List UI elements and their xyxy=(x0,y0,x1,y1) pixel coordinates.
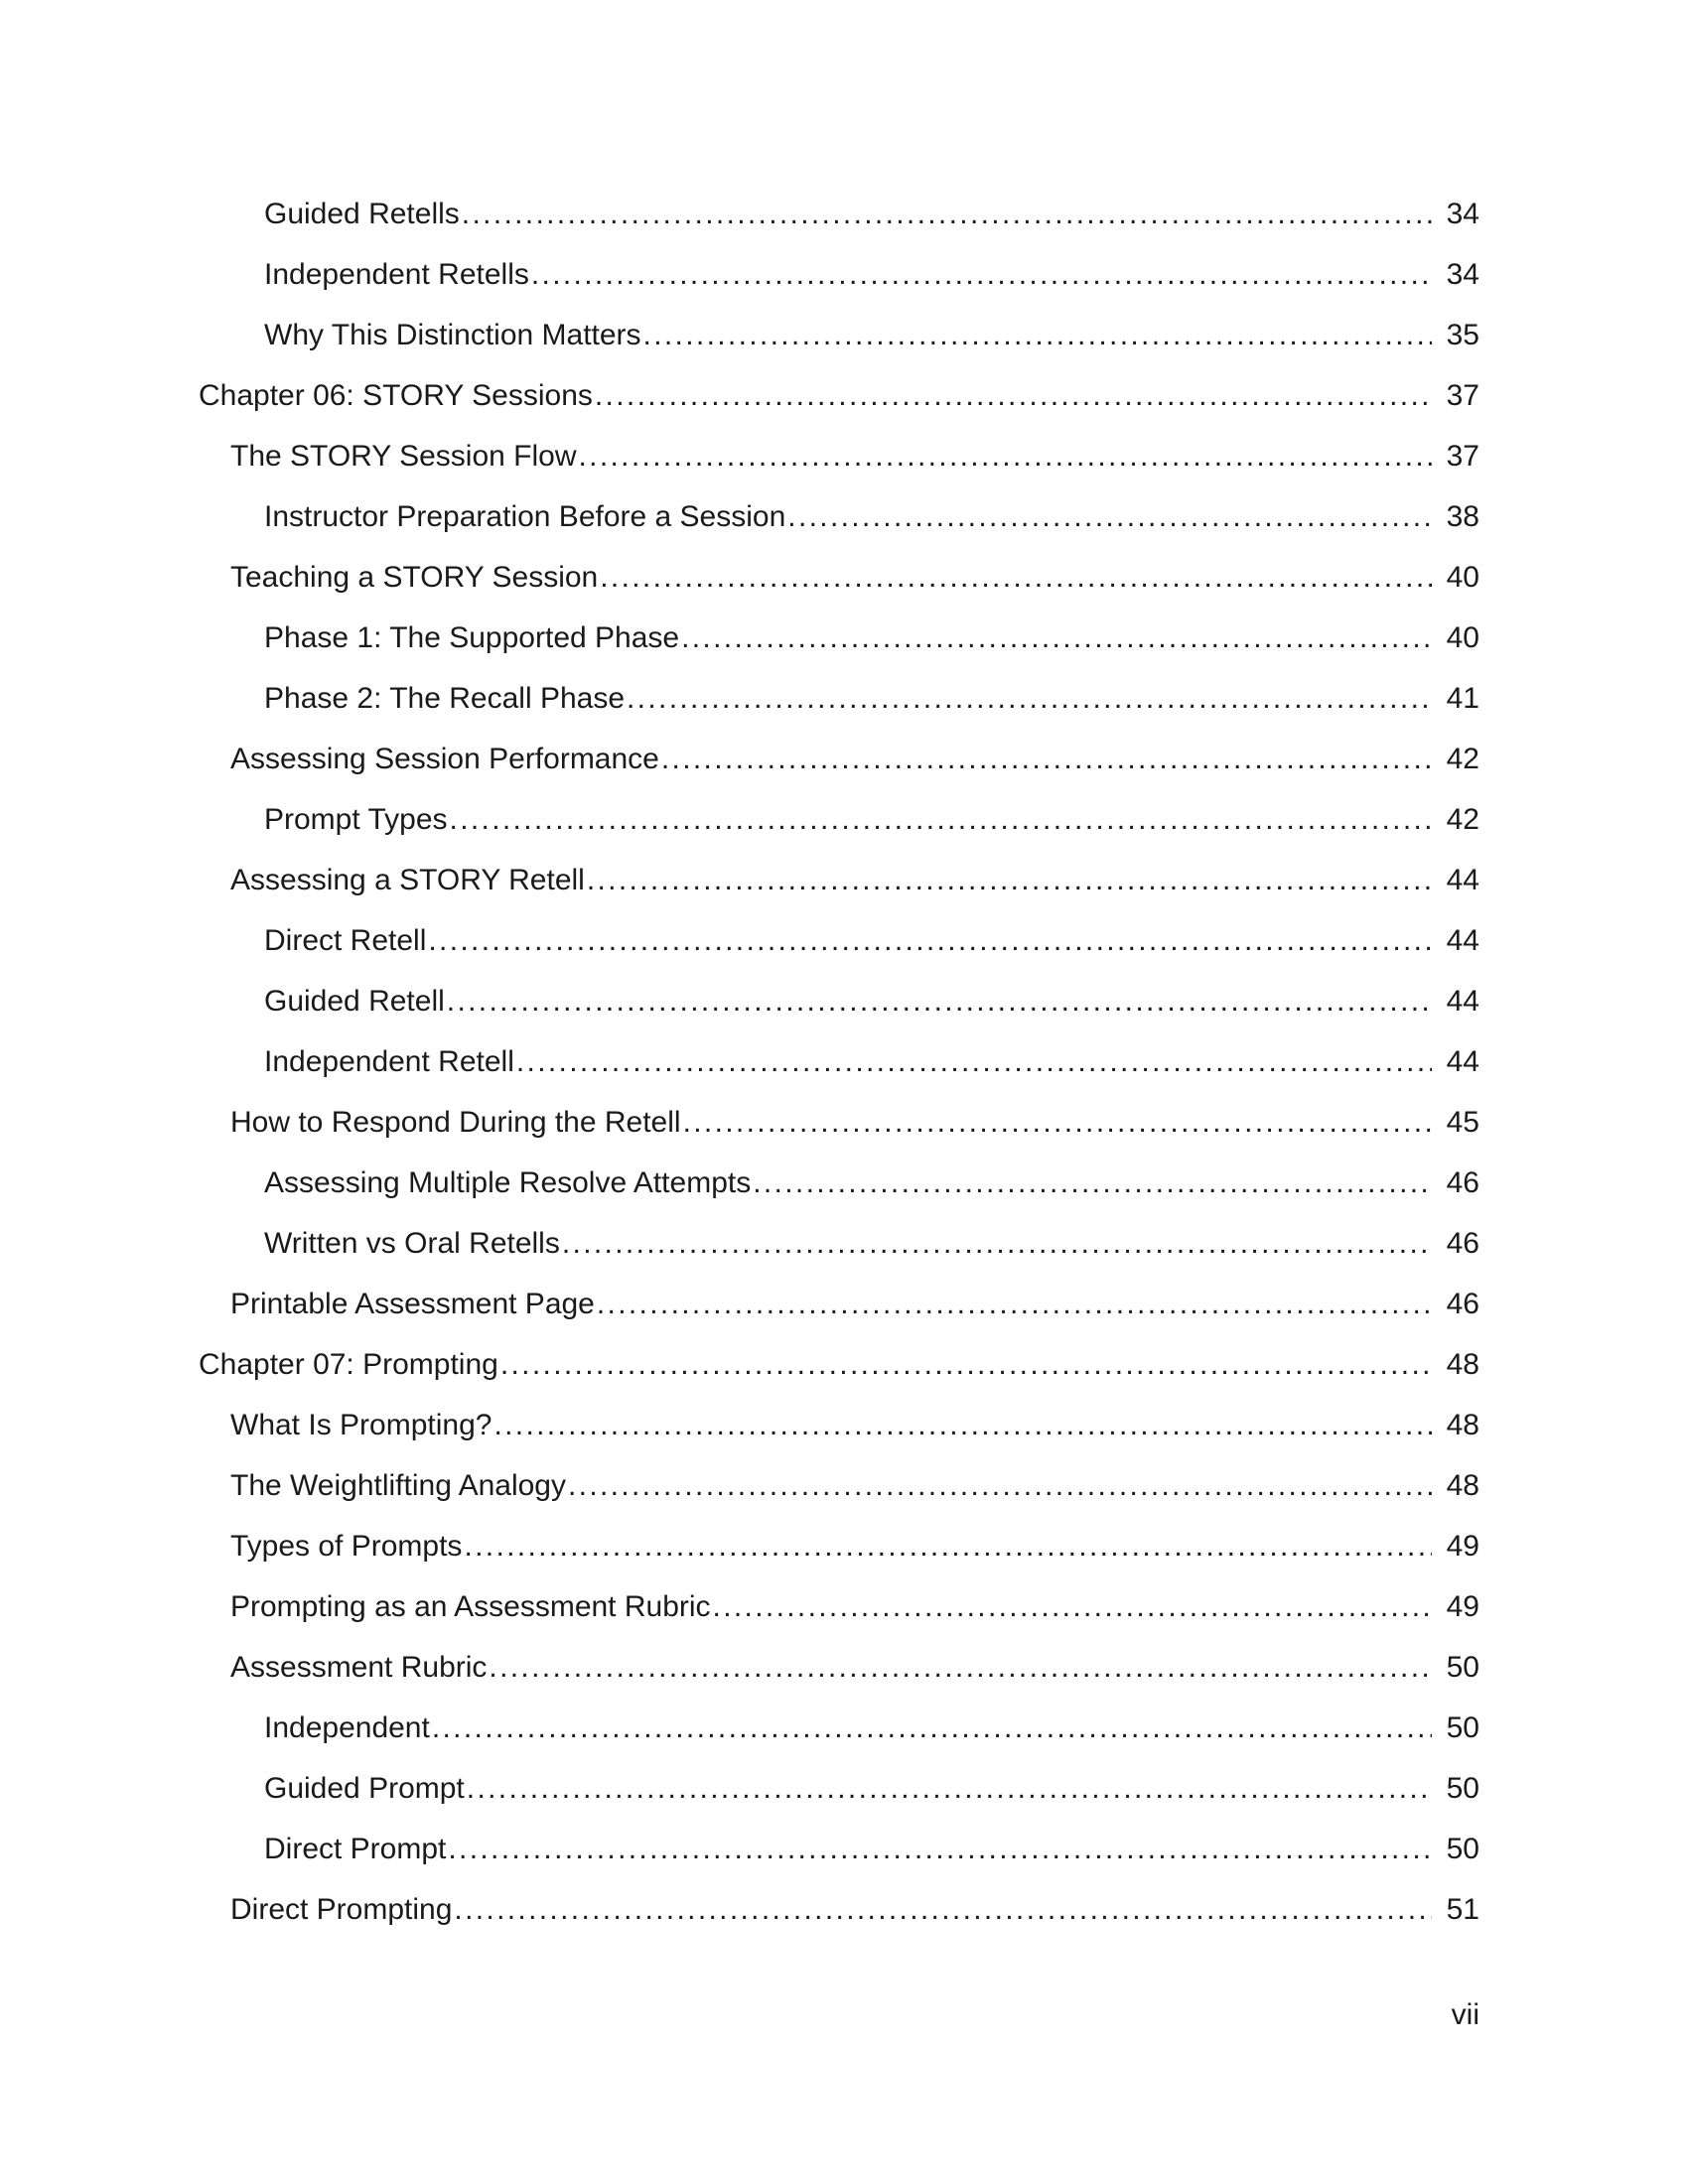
toc-entry[interactable] xyxy=(199,1224,1479,1285)
toc-entry[interactable] xyxy=(199,921,1479,982)
toc-entry-page: 42 xyxy=(1446,803,1479,836)
toc-dot-leader xyxy=(432,1708,1432,1748)
toc-entry-page: 45 xyxy=(1446,1106,1479,1139)
toc-entry[interactable] xyxy=(199,1587,1479,1648)
toc-entry-title: Guided Prompt xyxy=(264,1772,465,1805)
toc-dot-leader xyxy=(597,1285,1432,1324)
toc-dot-leader xyxy=(568,1466,1432,1506)
toc-entry-page: 44 xyxy=(1446,1045,1479,1078)
toc-entry-page: 48 xyxy=(1446,1409,1479,1441)
toc-entry-page: 50 xyxy=(1446,1833,1479,1865)
toc-entry-page: 35 xyxy=(1446,319,1479,351)
toc-entry-title: Direct Prompt xyxy=(264,1833,447,1865)
toc-dot-leader xyxy=(681,618,1432,658)
toc-entry-page: 44 xyxy=(1446,864,1479,896)
toc-entry[interactable] xyxy=(199,1466,1479,1527)
toc-dot-leader xyxy=(753,1163,1432,1203)
toc-entry[interactable] xyxy=(199,1648,1479,1708)
toc-entry-page: 38 xyxy=(1446,500,1479,533)
toc-entry-title: Phase 1: The Supported Phase xyxy=(264,621,680,654)
toc-entry-page: 34 xyxy=(1446,198,1479,230)
toc-entry[interactable] xyxy=(199,1830,1479,1890)
toc-entry-page: 41 xyxy=(1446,682,1479,715)
toc-dot-leader xyxy=(516,1042,1432,1082)
toc-entry-page: 48 xyxy=(1446,1348,1479,1381)
toc-entry[interactable] xyxy=(199,558,1479,618)
page-number: vii xyxy=(1451,1998,1479,2031)
toc-entry-page: 49 xyxy=(1446,1530,1479,1563)
toc-dot-leader xyxy=(787,497,1432,537)
toc-entry-title: Assessing a STORY Retell xyxy=(230,864,585,896)
toc-entry-title: Written vs Oral Retells xyxy=(264,1227,560,1260)
toc-entry[interactable] xyxy=(199,316,1479,376)
toc-entry-title: Chapter 07: Prompting xyxy=(199,1348,498,1381)
toc-entry-page: 50 xyxy=(1446,1711,1479,1744)
toc-entry[interactable] xyxy=(199,1527,1479,1587)
toc-entry-title: Prompting as an Assessment Rubric xyxy=(230,1590,711,1623)
toc-dot-leader xyxy=(643,316,1432,355)
toc-entry-title: Chapter 06: STORY Sessions xyxy=(199,379,593,412)
toc-entry-page: 46 xyxy=(1446,1166,1479,1199)
toc-dot-leader xyxy=(467,1769,1432,1809)
toc-dot-leader xyxy=(531,255,1432,295)
table-of-contents xyxy=(199,195,1479,1951)
toc-entry[interactable] xyxy=(199,437,1479,497)
toc-dot-leader xyxy=(489,1648,1432,1688)
toc-dot-leader xyxy=(454,1890,1432,1930)
toc-entry[interactable] xyxy=(199,679,1479,740)
toc-entry-page: 46 xyxy=(1446,1227,1479,1260)
toc-entry-page: 40 xyxy=(1446,561,1479,594)
toc-entry-title: Instructor Preparation Before a Session xyxy=(264,500,786,533)
toc-entry[interactable] xyxy=(199,1769,1479,1830)
toc-dot-leader xyxy=(500,1345,1432,1385)
toc-entry[interactable] xyxy=(199,861,1479,921)
toc-entry-title: Independent Retells xyxy=(264,258,529,291)
toc-dot-leader xyxy=(661,740,1432,779)
toc-entry-page: 37 xyxy=(1446,379,1479,412)
toc-entry-title: Phase 2: The Recall Phase xyxy=(264,682,626,715)
toc-entry[interactable] xyxy=(199,1163,1479,1224)
toc-dot-leader xyxy=(600,558,1432,598)
toc-dot-leader xyxy=(579,437,1433,477)
toc-dot-leader xyxy=(428,921,1432,961)
toc-dot-leader xyxy=(448,1830,1432,1869)
toc-dot-leader xyxy=(464,1527,1432,1567)
toc-entry-title: Independent Retell xyxy=(264,1045,514,1078)
toc-dot-leader xyxy=(627,679,1432,719)
toc-dot-leader xyxy=(562,1224,1432,1264)
toc-entry[interactable] xyxy=(199,740,1479,800)
toc-entry-page: 46 xyxy=(1446,1288,1479,1320)
toc-entry[interactable] xyxy=(199,1042,1479,1103)
toc-dot-leader xyxy=(462,195,1432,234)
toc-dot-leader xyxy=(447,982,1432,1022)
toc-entry[interactable] xyxy=(199,618,1479,679)
toc-entry-title: Independent xyxy=(264,1711,430,1744)
toc-entry-title: Printable Assessment Page xyxy=(230,1288,595,1320)
toc-entry[interactable] xyxy=(199,1406,1479,1466)
toc-entry[interactable] xyxy=(199,1890,1479,1951)
toc-entry[interactable] xyxy=(199,800,1479,861)
toc-entry[interactable] xyxy=(199,195,1479,255)
toc-entry-title: Direct Prompting xyxy=(230,1893,453,1926)
toc-dot-leader xyxy=(450,800,1432,840)
toc-entry-title: Assessing Multiple Resolve Attempts xyxy=(264,1166,752,1199)
toc-entry-page: 40 xyxy=(1446,621,1479,654)
toc-entry-title: How to Respond During the Retell xyxy=(230,1106,681,1139)
toc-entry-page: 42 xyxy=(1446,743,1479,775)
toc-entry-page: 44 xyxy=(1446,985,1479,1018)
toc-entry-page: 50 xyxy=(1446,1772,1479,1805)
toc-entry[interactable] xyxy=(199,1708,1479,1769)
toc-entry-title: Assessing Session Performance xyxy=(230,743,659,775)
toc-dot-leader xyxy=(683,1103,1432,1143)
toc-entry-title: Types of Prompts xyxy=(230,1530,463,1563)
toc-entry-page: 48 xyxy=(1446,1469,1479,1502)
toc-entry-title: Prompt Types xyxy=(264,803,448,836)
toc-entry[interactable] xyxy=(199,376,1479,437)
toc-entry-title: Why This Distinction Matters xyxy=(264,319,641,351)
toc-entry[interactable] xyxy=(199,1103,1479,1163)
toc-entry[interactable] xyxy=(199,982,1479,1042)
toc-entry-title: Direct Retell xyxy=(264,924,427,957)
toc-entry-title: Teaching a STORY Session xyxy=(230,561,599,594)
toc-entry-page: 37 xyxy=(1446,440,1479,473)
toc-entry-page: 50 xyxy=(1446,1651,1479,1684)
toc-entry-page: 34 xyxy=(1446,258,1479,291)
toc-dot-leader xyxy=(713,1587,1432,1627)
toc-entry-title: The STORY Session Flow xyxy=(230,440,577,473)
toc-entry[interactable] xyxy=(199,1285,1479,1345)
toc-entry-page: 44 xyxy=(1446,924,1479,957)
toc-entry-title: Guided Retell xyxy=(264,985,445,1018)
toc-dot-leader xyxy=(587,861,1432,900)
toc-dot-leader xyxy=(595,376,1432,416)
toc-entry-page: 49 xyxy=(1446,1590,1479,1623)
toc-entry-page: 51 xyxy=(1446,1893,1479,1926)
toc-entry[interactable] xyxy=(199,1345,1479,1406)
toc-entry-title: Guided Retells xyxy=(264,198,460,230)
toc-entry-title: What Is Prompting? xyxy=(230,1409,492,1441)
toc-dot-leader xyxy=(493,1406,1432,1445)
toc-entry-title: The Weightlifting Analogy xyxy=(230,1469,566,1502)
toc-entry-title: Assessment Rubric xyxy=(230,1651,488,1684)
toc-entry[interactable] xyxy=(199,255,1479,316)
toc-entry[interactable] xyxy=(199,497,1479,558)
